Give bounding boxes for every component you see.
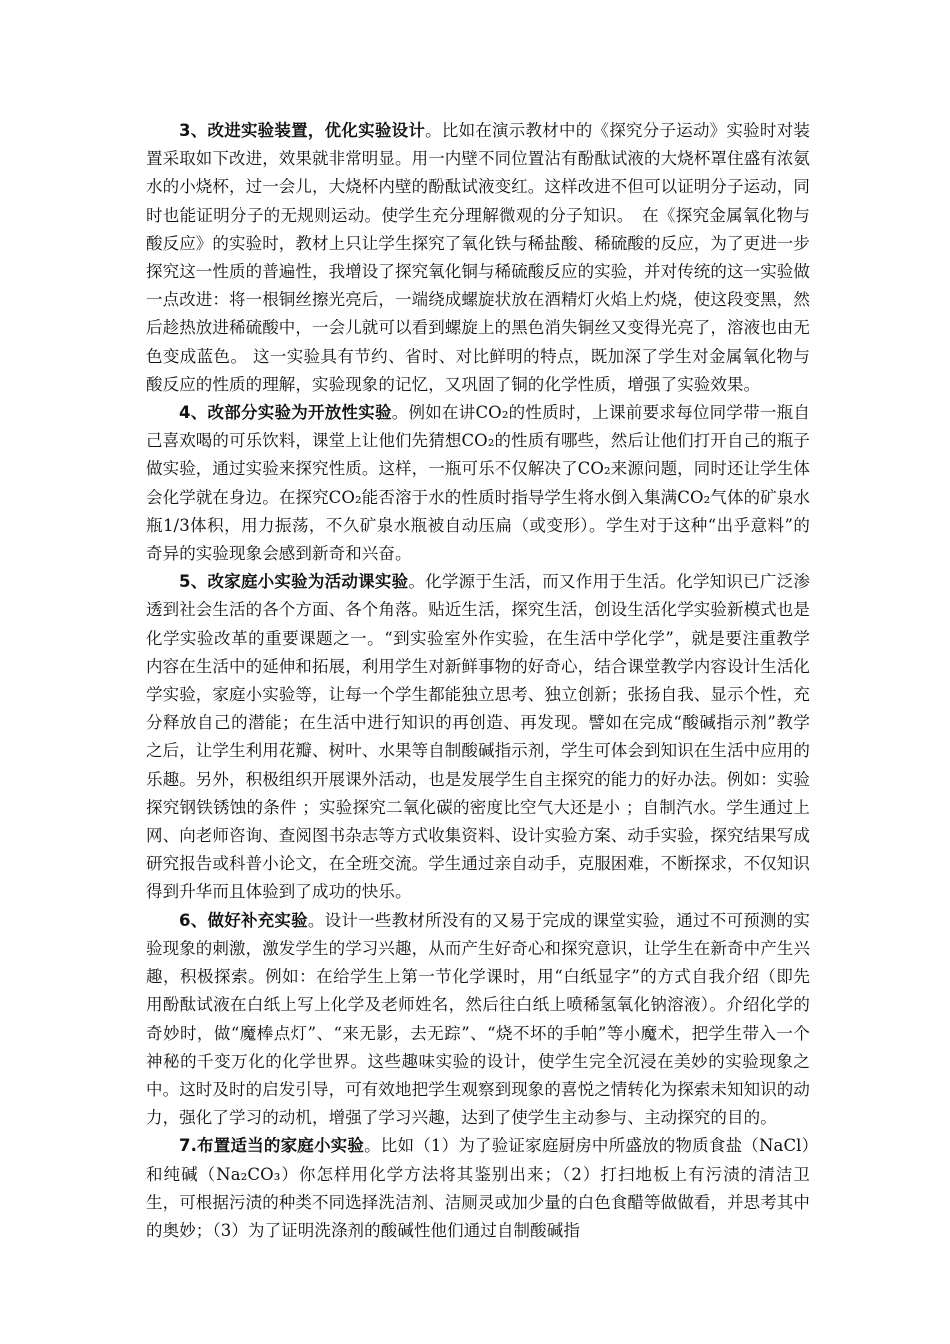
paragraph-3: [146, 117, 810, 399]
paragraph-text: 。比如在演示教材中的《探究分子运动》实验时对装置采取如下改进，效果就非常明显。用一内壁不同位置沾有酚酞试液的大烧杯罩住盛有浓氨水的小烧杯，过一会儿，大烧杯内壁的酚酞试液变红。这样改进不但可以证明分子运动，同时也能证明分子的无规则运动。使学生充分理解微观的分子知识。 在《探究金属氧化物与酸反应》的实验时，教材上只让学生探究了氧化铁与稀盐酸、稀硫酸的反应，为了更进一步探究这一性质的普遍性，我增设了探究氧化铜与稀硫酸反应的实验，并对传统的这一实验做一点改进：将一根铜丝擦光亮后，一端绕成螺旋状放在酒精灯火焰上灼烧，使这段变黑，然后趁热放进稀硫酸中，一会儿就可以看到螺旋上的黑色消失铜丝又变得光亮了，溶液也由无色变成蓝色。 这一实验具有节约、省时、对比鲜明的特点，既加深了学生对金属氧化物与酸反应的性质的理解，实验现象的记忆，又巩固了铜的化学性质，增强了实验效果。: [146, 121, 810, 394]
paragraph-6: [146, 907, 810, 1133]
document-body: [146, 117, 810, 1245]
paragraph-text: 。比如（1）为了验证家庭厨房中所盛放的物质食盐（NaCl）和纯碱（Na₂CO₃）你怎样用化学方法将其鉴别出来；（2）打扫地板上有污渍的清洁卫生，可根据污渍的种类不同选择洗洁剂、洁厕灵或加少量的白色食醋等做做看，并思考其中的奥妙；（3）为了证明洗涤剂的酸碱性他们通过自制酸碱指: [146, 1136, 811, 1240]
paragraph-heading: 3、改进实验装置，优化实验设计: [179, 121, 426, 140]
paragraph-text: 。化学源于生活，而又作用于生活。化学知识已广泛渗透到社会生活的各个方面、各个角落。贴近生活，探究生活，创设生活化学实验新模式也是化学实验改革的重要课题之一。“到实验室外作实验，在生活中学化学”，就是要注重教学内容在生活中的延伸和拓展，利用学生对新鲜事物的好奇心，结合课堂教学内容设计生活化学实验，家庭小实验等，让每一个学生都能独立思考、独立创新；张扬自我、显示个性，充分释放自己的潜能；在生活中进行知识的再创造、再发现。譬如在完成“酸碱指示剂”教学之后，让学生利用花瓣、树叶、水果等自制酸碱指示剂，学生可体会到知识在生活中应用的乐趣。另外，积极组织开展课外活动，也是发展学生自主探究的能力的好办法。例如：实验探究钢铁锈蚀的条件 ；实验探究二氧化碳的密度比空气大还是小 ；自制汽水。学生通过上网、向老师咨询、查阅图书杂志等方式收集资料、设计实验方案、动手实验，探究结果写成研究报告或科普小论文，在全班交流。学生通过亲自动手，克服困难，不断探求，不仅知识得到升华而且体验到了成功的快乐。: [146, 572, 810, 902]
paragraph-heading: 5、改家庭小实验为活动课实验: [179, 572, 409, 592]
paragraph-text: 。例如在讲CO₂的性质时，上课前要求每位同学带一瓶自己喜欢喝的可乐饮料，课堂上让他们先猜想CO₂的性质有哪些，然后让他们打开自己的瓶子做实验，通过实验来探究性质。这样，一瓶可乐不仅解决了CO₂来源问题，同时还让学生体会化学就在身边。在探究CO₂能否溶于水的性质时指导学生将水倒入集满CO₂气体的矿泉水瓶1/3体积，用力振荡，不久矿泉水瓶被自动压扁（或变形）。学生对于这种“出乎意料”的奇异的实验现象会感到新奇和兴奋。: [146, 403, 810, 564]
paragraph-text: 。设计一些教材所没有的又易于完成的课堂实验，通过不可预测的实验现象的刺激，激发学生的学习兴趣，从而产生好奇心和探究意识，让学生在新奇中产生兴趣，积极探索。例如：在给学生上第一节化学课时，用“白纸显字”的方式自我介绍（即先用酚酞试液在白纸上写上化学及老师姓名，然后往白纸上喷稀氢氧化钠溶液）。介绍化学的奇妙时，做“魔棒点灯”、“来无影，去无踪”、“烧不坏的手帕”等小魔术，把学生带入一个神秘的千变万化的化学世界。这些趣味实验的设计，使学生完全沉浸在美妙的实验现象之中。这时及时的启发引导，可有效地把学生观察到现象的喜悦之情转化为探索未知知识的动力，强化了学习的动机，增强了学习兴趣，达到了使学生主动参与、主动探究的目的。: [146, 910, 811, 1128]
paragraph-heading: 4、改部分实验为开放性实验: [179, 403, 392, 423]
paragraph-heading: 7.布置适当的家庭小实验: [179, 1136, 365, 1156]
paragraph-4: [146, 399, 810, 568]
paragraph-heading: 6、做好补充实验: [179, 910, 308, 930]
paragraph-5: [146, 568, 810, 906]
paragraph-7: [146, 1132, 810, 1245]
